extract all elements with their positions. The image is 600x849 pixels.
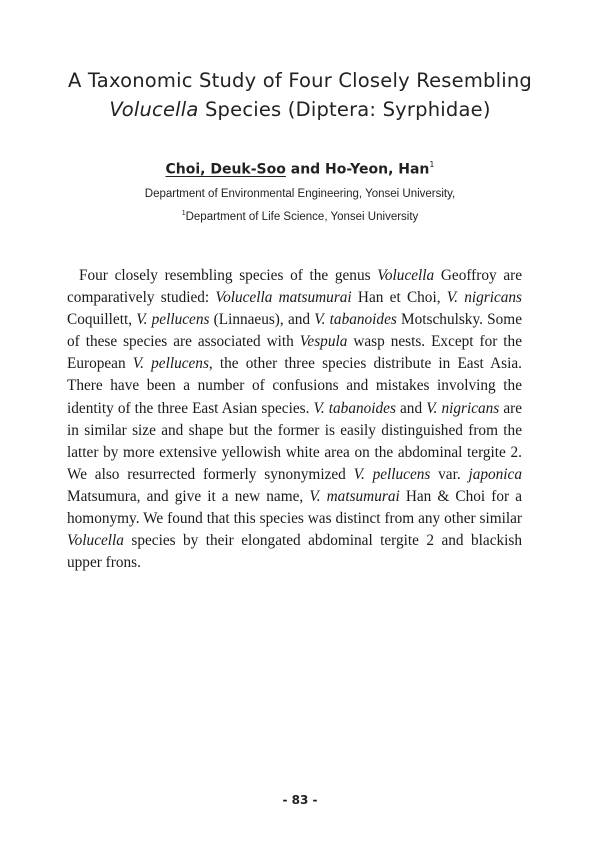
abstract-taxon: V. pellucens bbox=[353, 465, 431, 483]
abstract-text: Geoffroy are comparatively studied: bbox=[67, 267, 523, 307]
abstract-taxon: V. pellucens bbox=[132, 355, 209, 373]
abstract-text: Motschulsky. Some of these species are associated with bbox=[67, 311, 522, 351]
paper-title bbox=[40, 66, 560, 124]
author-line bbox=[60, 161, 540, 178]
abstract-taxon: Vespula bbox=[299, 333, 348, 351]
abstract-taxon: Volucella matsumurai bbox=[215, 289, 352, 307]
abstract-paragraph bbox=[67, 265, 522, 574]
abstract-text: Coquillett, bbox=[67, 311, 137, 329]
title-genus: Volucella bbox=[109, 98, 199, 121]
abstract-taxon: Volucella bbox=[377, 267, 435, 284]
title-line-2-rest: Species (Diptera: Syrphidae) bbox=[198, 98, 491, 121]
abstract-text: Four closely resembling species of the genus bbox=[79, 267, 378, 284]
abstract-taxon: V. nigricans bbox=[446, 289, 522, 307]
abstract-taxon: V. pellucens bbox=[136, 311, 210, 329]
abstract-taxon: japonica bbox=[468, 465, 522, 483]
abstract-text: Han et Choi, bbox=[351, 289, 447, 307]
affiliation-superscript: 1 bbox=[181, 210, 186, 217]
page-number: - 83 - bbox=[282, 793, 318, 807]
abstract-taxon: V. tabanoides bbox=[313, 399, 396, 417]
abstract-taxon: V. matsumurai bbox=[309, 487, 400, 505]
abstract-taxon: Volucella bbox=[67, 532, 124, 550]
abstract-text: Matsumura, and give it a new name, bbox=[67, 487, 310, 505]
abstract-taxon: V. nigricans bbox=[426, 399, 500, 417]
abstract-text: Han & Choi for a homonymy. We found that this species was distinct from any other similar bbox=[67, 487, 522, 528]
affiliation-primary: Department of Environmental Engineering, Yonsei University, bbox=[144, 188, 456, 200]
abstract-text: , the other three species distribute in East Asia. There have been a number of confusions and mistakes involving the identity of the three East Asian species. bbox=[67, 355, 522, 417]
title-line-1: A Taxonomic Study of Four Closely Resembling bbox=[67, 69, 533, 92]
abstract-text: and bbox=[395, 399, 427, 417]
affiliations bbox=[60, 185, 540, 227]
abstract-text: (Linnaeus), and bbox=[209, 311, 315, 329]
affiliation-secondary-line bbox=[60, 204, 540, 227]
abstract-taxon: V. tabanoides bbox=[314, 311, 397, 329]
affiliation-secondary: Department of Life Science, Yonsei University bbox=[185, 210, 419, 223]
author-first: Choi, Deuk-Soo bbox=[165, 161, 286, 178]
abstract-text: are in similar size and shape but the former is easily distinguished from the latter by more extensive yellowish white area on the abdominal tergite 2. We also resurrected formerly synonymized bbox=[67, 399, 523, 483]
abstract-text: wasp nests. Except for the European bbox=[67, 333, 522, 373]
title-line-2 bbox=[40, 95, 560, 124]
author-connector: and Ho-Yeon, Han bbox=[285, 161, 430, 178]
author-superscript: 1 bbox=[429, 160, 435, 169]
abstract-text: var. bbox=[430, 465, 469, 483]
abstract-text: species by their elongated abdominal tergite 2 and blackish upper frons. bbox=[67, 532, 522, 572]
